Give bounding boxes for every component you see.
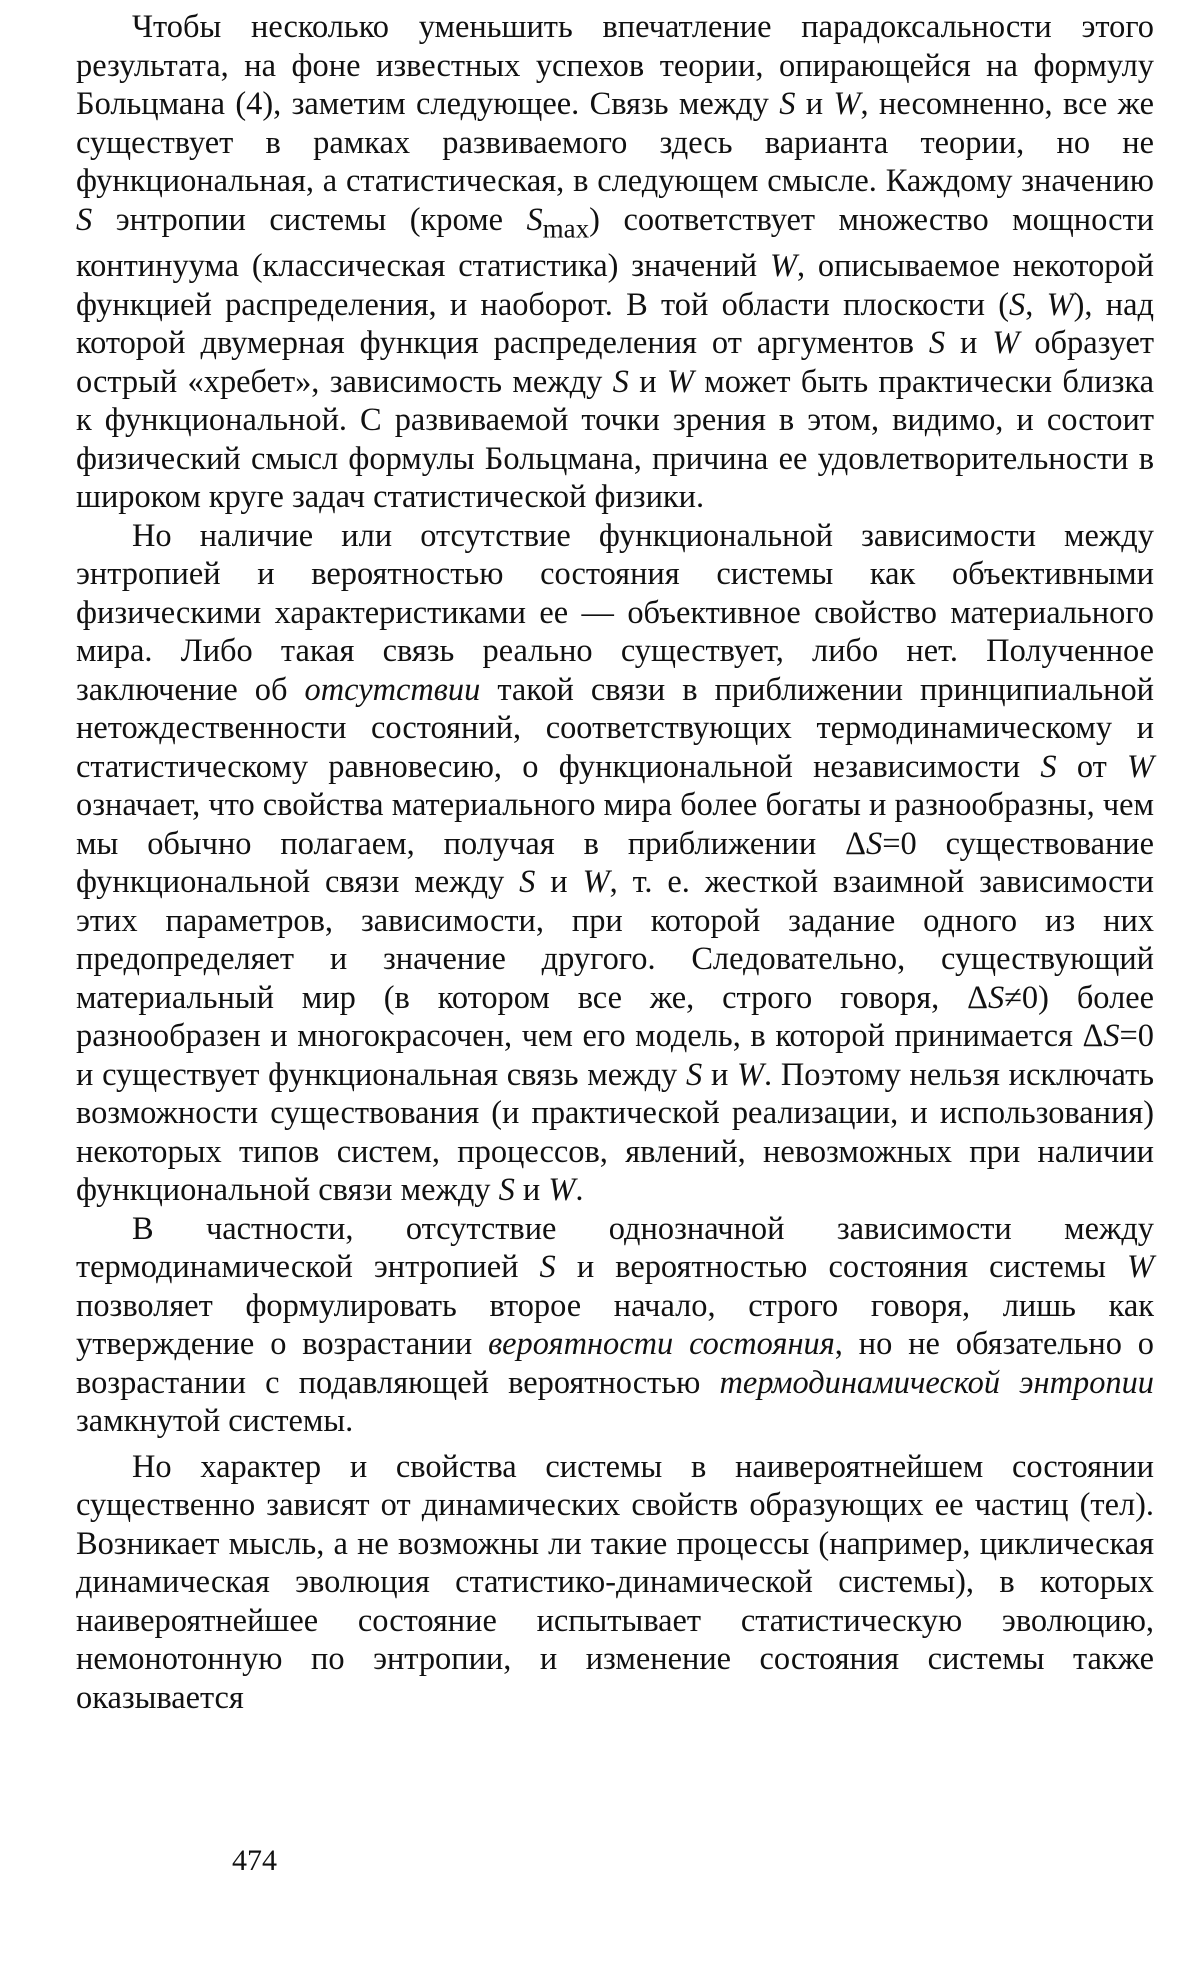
italic-text: S bbox=[76, 201, 93, 238]
text-run: , описываемое некоторой функцией распределения, и наоборот. В той области плоскости ( bbox=[76, 248, 1154, 323]
text-run: . Поэтому нельзя исключать возможности существования (и практической реализации, и использования) некоторых типов систем, процессов, явлений, невозможных при наличии функциональной связи между bbox=[76, 1056, 1154, 1209]
text-run: и bbox=[514, 1172, 549, 1209]
text-run: ), над которой двумерная функция распределения от аргументов bbox=[76, 286, 1154, 362]
text-run: означает, что свойства материального мира более богаты и разнообразны, чем мы обычно полагаем, получая в приближении Δ bbox=[76, 787, 1154, 862]
text-run: и bbox=[702, 1056, 738, 1093]
text-run: такой связи в приближении принципиальной нетождественности состояний, соответствующих термодинамическому и статистическому равновесию, о функциональной независимости bbox=[76, 671, 1154, 785]
italic-text: W bbox=[769, 248, 797, 285]
italic-text: W bbox=[992, 325, 1020, 362]
text-run: замкнутой системы. bbox=[76, 1403, 354, 1440]
text-run: , bbox=[1025, 286, 1047, 323]
italic-text: W bbox=[666, 363, 694, 400]
paragraph-1 bbox=[76, 8, 1154, 517]
italic-text: S bbox=[987, 979, 1005, 1016]
text-run: ≠0) более разнообразен и многокрасочен, чем его модель, в которой принимается Δ bbox=[76, 979, 1154, 1055]
italic-text: S bbox=[1009, 286, 1026, 323]
italic-text: W bbox=[548, 1172, 576, 1209]
italic-text: S bbox=[526, 201, 543, 238]
text-run: =0 и существует функциональная связь между bbox=[76, 1018, 1154, 1093]
paragraph-2 bbox=[76, 517, 1154, 1210]
italic-text: S bbox=[539, 1249, 556, 1286]
text-run: и bbox=[945, 325, 993, 362]
italic-text: S bbox=[866, 825, 883, 862]
text-run: =0 существование функциональной связи между bbox=[76, 825, 1154, 901]
italic-text: S bbox=[779, 86, 796, 122]
italic-text: S bbox=[498, 1172, 515, 1209]
body-text bbox=[76, 8, 1154, 1717]
italic-text: W bbox=[582, 864, 610, 901]
italic-text: W bbox=[833, 86, 861, 122]
italic-text: S bbox=[928, 325, 946, 362]
paragraph-3 bbox=[76, 1210, 1154, 1441]
text-run: Чтобы несколько уменьшить впечатление парадоксальности этого результата, на фоне известных успехов теории, опирающейся на формулу Больцмана (4), заметим следующее. Связь между bbox=[76, 9, 1154, 122]
text-run: . bbox=[575, 1172, 584, 1209]
text-run: энтропии системы (кроме bbox=[92, 201, 527, 238]
text-run: образует острый «хребет», зависимость между bbox=[76, 325, 1154, 400]
text-run: , несомненно, все же существует в рамках развиваемого здесь варианта теории, но не функциональная, а статистическая, в следующем смысле. Каждому значению bbox=[76, 86, 1154, 199]
text-run: , но не обязательно о возрастании с подавляющей вероятностью bbox=[76, 1326, 1154, 1401]
text-run: , т. е. жесткой взаимной зависимости этих параметров, зависимости, при которой задание одного из них предопределяет и значение другого. Следовательно, существующий материальный мир (в котором все же, строго говоря, Δ bbox=[76, 864, 1154, 1016]
page-number: 474 bbox=[232, 1844, 277, 1877]
italic-text: S bbox=[1103, 1018, 1120, 1055]
text-run: от bbox=[1056, 748, 1128, 785]
text-run: и bbox=[795, 86, 834, 122]
italic-text: S bbox=[612, 363, 629, 400]
text-run: и вероятностью состояния системы bbox=[555, 1249, 1128, 1286]
text-run: В частности, отсутствие однозначной зависимости между термодинамической энтропией bbox=[76, 1210, 1154, 1286]
italic-text: W bbox=[1127, 748, 1154, 785]
text-run: позволяет формулировать второе начало, строго говоря, лишь как утверждение о возрастании bbox=[76, 1287, 1154, 1363]
italic-text: W bbox=[1046, 286, 1074, 323]
paragraph-4 bbox=[76, 1448, 1154, 1718]
subscript: max bbox=[542, 212, 590, 243]
text-run: Но наличие или отсутствие функциональной зависимости между энтропией и вероятностью состояния системы как объективными физическими характеристиками ее — объективное свойство материального мира. Либо такая связь реально существует, либо нет. Полученное заключение об bbox=[76, 517, 1154, 708]
italic-text: термодинамической энтропии bbox=[719, 1364, 1154, 1401]
text-run: и bbox=[628, 363, 667, 400]
italic-text: S bbox=[519, 864, 536, 901]
italic-text: вероятности состояния bbox=[488, 1326, 835, 1363]
italic-text: W bbox=[1127, 1249, 1155, 1286]
italic-text: S bbox=[685, 1056, 703, 1093]
text-run: может быть практически близка к функциональной. С развиваемой точки зрения в этом, видимо, и состоит физический смысл формулы Больцмана, причина ее удовлетворительности в широком круге задач статистической физики. bbox=[76, 363, 1154, 516]
italic-text: отсутствии bbox=[304, 671, 481, 708]
text-run: ) соответствует множество мощности континуума (классическая статистика) значений bbox=[76, 201, 1154, 285]
italic-text: S bbox=[1040, 748, 1057, 785]
text-run: Но характер и свойства системы в наивероятнейшем состоянии существенно зависят от динамических свойств образующих ее частиц (тел). Возникает мысль, а не возможны ли такие процессы (например, циклическая динамическая эволюция статистико-динамической системы), в которых наивероятнейшее состояние испытывает статистическую эволюцию, немонотонную по энтропии, и изменение состояния системы также оказывается bbox=[76, 1448, 1154, 1716]
text-run: и bbox=[535, 864, 583, 901]
italic-text: W bbox=[737, 1056, 765, 1093]
